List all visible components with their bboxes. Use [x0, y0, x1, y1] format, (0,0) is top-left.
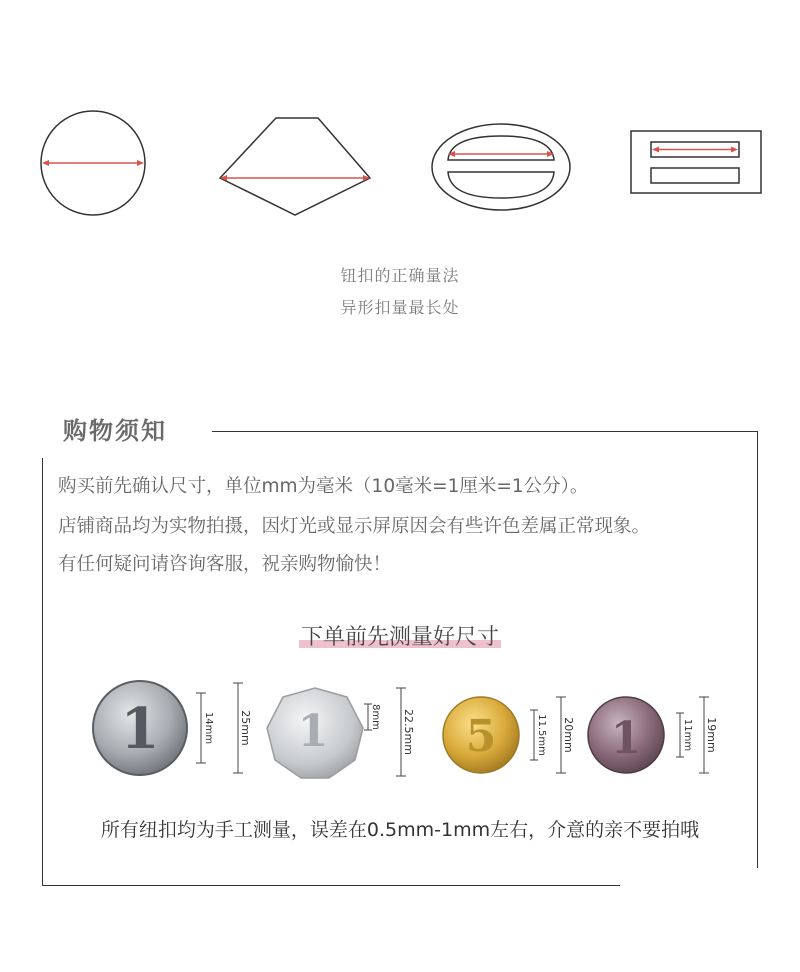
coin-old-1-jiao — [265, 686, 425, 780]
coin-1-yuan — [88, 680, 252, 780]
coin-3-outer-label: 20mm — [562, 717, 575, 753]
measurement-error-note: 所有纽扣均为手工测量，误差在0.5mm-1mm左右，介意的亲不要拍哦 — [100, 819, 700, 841]
irregular-button-shape-icon — [218, 116, 373, 218]
caption-measure-method: 钮扣的正确量法 — [340, 266, 460, 285]
rectangle-button-shape-icon — [630, 130, 764, 196]
svg-text:1: 1 — [297, 706, 329, 757]
notice-title-rule — [212, 431, 758, 432]
notice-line-size-unit: 购买前先确认尺寸，单位mm为毫米（10毫米=1厘米=1公分）。 — [58, 476, 589, 497]
coin-4-inner-label: 11mm — [682, 718, 693, 752]
coin-5-jiao — [437, 695, 577, 775]
svg-text:5: 5 — [465, 711, 497, 762]
notice-box-border-bottom — [42, 885, 620, 886]
measure-heading — [299, 620, 501, 651]
coin-1-outer-label: 25mm — [239, 710, 252, 746]
coin-2-inner-label: 8mm — [370, 704, 381, 730]
measure-heading-wrap — [0, 620, 800, 651]
coin-2-outer-label: 22.5mm — [402, 709, 415, 755]
notice-line-color-difference: 店铺商品均为实物拍摄，因灯光或显示屏原因会有些许色差属正常现象。 — [58, 516, 651, 537]
svg-text:1: 1 — [610, 713, 642, 764]
notice-line-contact-service: 有任何疑问请咨询客服，祝亲购物愉快！ — [58, 554, 392, 575]
oval-button-shape-icon — [430, 122, 572, 214]
measure-heading-text: 下单前先测量好尺寸 — [300, 625, 499, 650]
coin-1-jiao — [585, 695, 720, 775]
coin-4-outer-label: 19mm — [705, 717, 718, 753]
svg-text:1: 1 — [120, 696, 160, 762]
coin-1-inner-label: 14mm — [203, 711, 214, 745]
circle-button-shape-icon — [40, 110, 150, 220]
coin-3-inner-label: 11.5mm — [536, 714, 547, 756]
caption-irregular-longest: 异形扣量最长处 — [340, 298, 460, 317]
notice-title: 购物须知 — [63, 417, 167, 445]
